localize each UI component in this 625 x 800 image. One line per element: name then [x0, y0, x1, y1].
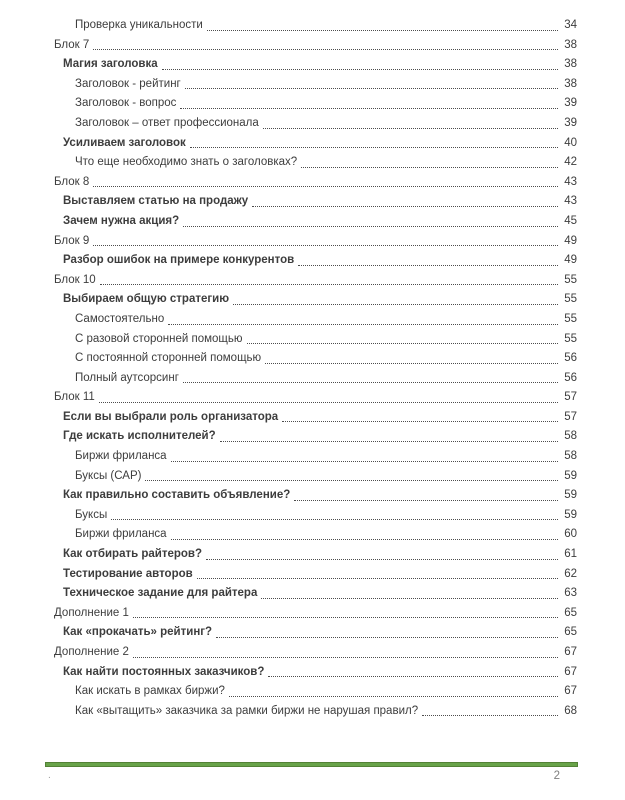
- toc-entry[interactable]: [54, 271, 577, 291]
- toc-entry[interactable]: [54, 506, 577, 526]
- toc-entry[interactable]: [54, 467, 577, 487]
- toc-entry-title: Усиливаем заголовок: [63, 136, 186, 149]
- toc-dot-leader: [297, 153, 561, 173]
- toc-entry-title: Буксы (САР): [75, 469, 142, 482]
- toc-dot-leader: [418, 702, 561, 722]
- toc-entry[interactable]: [54, 388, 577, 408]
- toc-entry-page: 49: [564, 254, 577, 267]
- toc-entry-title: Где искать исполнителей?: [63, 430, 216, 443]
- toc-dot-leader: [96, 271, 561, 291]
- toc-dot-leader: [259, 114, 561, 134]
- toc-dot-leader: [243, 330, 562, 350]
- toc-dot-leader: [95, 388, 561, 408]
- toc-entry[interactable]: [54, 330, 577, 350]
- toc-entry-title: Что еще необходимо знать о заголовках?: [75, 156, 298, 169]
- toc-entry-page: 67: [564, 646, 577, 658]
- toc-entry[interactable]: [54, 545, 577, 565]
- toc-entry-title: Как искать в рамках биржи?: [75, 685, 225, 698]
- toc-entry-page: 57: [564, 391, 577, 404]
- toc-dot-leader: [264, 663, 561, 683]
- toc-entry[interactable]: [54, 153, 577, 173]
- toc-entry[interactable]: [54, 525, 577, 545]
- toc-entry-title: Как правильно составить объявление?: [63, 489, 291, 502]
- toc-entry[interactable]: [54, 75, 577, 95]
- toc-entry-page: 43: [564, 175, 577, 188]
- toc-dot-leader: [129, 643, 561, 663]
- toc-entry-page: 49: [564, 234, 577, 247]
- toc-dot-leader: [257, 584, 561, 604]
- toc-entry-page: 34: [564, 19, 577, 31]
- toc-entry-title: Выбираем общую стратегию: [63, 293, 230, 306]
- toc-entry-page: 60: [564, 528, 577, 541]
- toc-entry-title: Самостоятельно: [75, 312, 165, 325]
- footer-mark: .: [48, 770, 51, 781]
- toc-entry-title: Блок 11: [54, 391, 95, 404]
- toc-entry-title: Разбор ошибок на примере конкурентов: [63, 254, 295, 267]
- toc-entry[interactable]: [54, 427, 577, 447]
- toc-dot-leader: [294, 251, 561, 271]
- toc-entry[interactable]: [54, 232, 577, 252]
- toc-entry-page: 65: [564, 606, 577, 619]
- toc-dot-leader: [179, 212, 561, 232]
- toc-entry-page: 55: [564, 293, 577, 306]
- toc-entry-title: Магия заголовка: [63, 58, 158, 71]
- toc-entry-title: Выставляем статью на продажу: [63, 195, 249, 208]
- toc-dot-leader: [229, 290, 561, 310]
- toc-entry[interactable]: [54, 408, 577, 428]
- toc-entry[interactable]: [54, 486, 577, 506]
- toc-dot-leader: [107, 506, 561, 526]
- toc-entry[interactable]: [54, 16, 577, 36]
- toc-list: [54, 16, 577, 721]
- toc-entry[interactable]: [54, 369, 577, 389]
- page-number: 2: [553, 770, 560, 782]
- toc-entry[interactable]: [54, 290, 577, 310]
- toc-entry-page: 38: [564, 58, 577, 71]
- toc-dot-leader: [158, 55, 561, 75]
- toc-entry-title: Техническое задание для райтера: [63, 587, 258, 600]
- toc-entry[interactable]: [54, 251, 577, 271]
- toc-entry[interactable]: [54, 447, 577, 467]
- toc-entry-page: 56: [564, 371, 577, 384]
- toc-entry-page: 67: [564, 665, 577, 678]
- toc-dot-leader: [278, 408, 561, 428]
- toc-entry[interactable]: [54, 604, 577, 624]
- toc-entry[interactable]: [54, 310, 577, 330]
- toc-entry-title: Если вы выбрали роль организатора: [63, 410, 279, 423]
- toc-entry-title: Блок 10: [54, 273, 96, 286]
- toc-entry-title: Как «прокачать» рейтинг?: [63, 626, 213, 639]
- toc-entry-page: 59: [564, 489, 577, 502]
- toc-entry-title: Заголовок - вопрос: [75, 97, 177, 110]
- toc-dot-leader: [176, 94, 561, 114]
- toc-entry-title: Биржи фриланса: [75, 450, 167, 463]
- toc-entry[interactable]: [54, 643, 577, 663]
- toc-dot-leader: [129, 604, 561, 624]
- toc-dot-leader: [167, 525, 561, 545]
- toc-dot-leader: [167, 447, 561, 467]
- toc-dot-leader: [164, 310, 561, 330]
- toc-entry-page: 55: [564, 332, 577, 345]
- toc-dot-leader: [89, 232, 561, 252]
- toc-entry-title: С разовой сторонней помощью: [75, 332, 243, 345]
- toc-entry-page: 58: [564, 450, 577, 463]
- footer-divider: [45, 762, 578, 767]
- toc-entry-page: 56: [564, 352, 577, 365]
- toc-entry-title: Тестирование авторов: [63, 567, 193, 580]
- toc-entry-title: Дополнение 2: [54, 646, 129, 658]
- toc-dot-leader: [89, 36, 561, 56]
- toc-entry[interactable]: [54, 212, 577, 232]
- toc-entry-page: 38: [564, 38, 577, 51]
- toc-entry-title: Блок 8: [54, 175, 90, 188]
- toc-entry-title: Зачем нужна акция?: [63, 214, 180, 227]
- toc-dot-leader: [179, 369, 561, 389]
- toc-entry-page: 67: [564, 685, 577, 698]
- toc-entry[interactable]: [54, 55, 577, 75]
- toc-entry-title: Дополнение 1: [54, 606, 129, 619]
- toc-entry[interactable]: [54, 36, 577, 56]
- toc-entry-page: 59: [564, 469, 577, 482]
- toc-entry-page: 55: [564, 312, 577, 325]
- toc-entry-page: 42: [564, 156, 577, 169]
- toc-entry-title: Как найти постоянных заказчиков?: [63, 665, 265, 678]
- toc-entry-page: 40: [564, 136, 577, 149]
- toc-entry-title: Как «вытащить» заказчика за рамки биржи не нарушая правил?: [75, 704, 419, 717]
- toc-entry-page: 59: [564, 508, 577, 521]
- toc-entry-title: С постоянной сторонней помощью: [75, 352, 262, 365]
- toc-dot-leader: [248, 192, 561, 212]
- toc-entry-title: Как отбирать райтеров?: [63, 548, 203, 561]
- toc-entry[interactable]: [54, 192, 577, 212]
- toc-entry[interactable]: [54, 349, 577, 369]
- toc-dot-leader: [212, 623, 561, 643]
- toc-dot-leader: [193, 565, 561, 585]
- toc-entry-page: 38: [564, 77, 577, 90]
- toc-entry[interactable]: [54, 94, 577, 114]
- toc-entry-page: 68: [564, 704, 577, 717]
- toc-entry[interactable]: [54, 173, 577, 193]
- toc-dot-leader: [261, 349, 561, 369]
- toc-entry-page: 39: [564, 97, 577, 110]
- toc-entry[interactable]: [54, 565, 577, 585]
- toc-entry[interactable]: [54, 114, 577, 134]
- toc-dot-leader: [89, 173, 561, 193]
- toc-dot-leader: [290, 486, 561, 506]
- toc-entry-title: Биржи фриланса: [75, 528, 167, 541]
- toc-dot-leader: [186, 134, 561, 154]
- toc-dot-leader: [216, 427, 561, 447]
- toc-entry-page: 62: [564, 567, 577, 580]
- toc-entry-page: 61: [564, 548, 577, 561]
- toc-entry-page: 45: [564, 214, 577, 227]
- toc-dot-leader: [203, 16, 561, 36]
- toc-entry-page: 57: [564, 410, 577, 423]
- toc-entry-page: 65: [564, 626, 577, 639]
- toc-entry-title: Заголовок - рейтинг: [75, 77, 181, 90]
- toc-entry[interactable]: [54, 682, 577, 702]
- toc-entry[interactable]: [54, 134, 577, 154]
- toc-entry[interactable]: [54, 623, 577, 643]
- toc-entry[interactable]: [54, 702, 577, 722]
- toc-dot-leader: [141, 467, 561, 487]
- toc-entry[interactable]: [54, 663, 577, 683]
- toc-entry-page: 58: [564, 430, 577, 443]
- toc-entry-title: Блок 9: [54, 234, 90, 247]
- toc-dot-leader: [202, 545, 561, 565]
- toc-entry-page: 55: [564, 273, 577, 286]
- toc-entry-page: 63: [564, 587, 577, 600]
- toc-entry-page: 43: [564, 195, 577, 208]
- toc-entry-title: Полный аутсорсинг: [75, 371, 179, 384]
- toc-dot-leader: [181, 75, 561, 95]
- toc-entry[interactable]: [54, 584, 577, 604]
- toc-entry-title: Буксы: [75, 508, 108, 521]
- toc-entry-title: Блок 7: [54, 38, 90, 51]
- toc-entry-title: Проверка уникальности: [75, 19, 203, 31]
- toc-entry-page: 39: [564, 116, 577, 129]
- toc-entry-title: Заголовок – ответ профессионала: [75, 116, 259, 129]
- toc-dot-leader: [225, 682, 561, 702]
